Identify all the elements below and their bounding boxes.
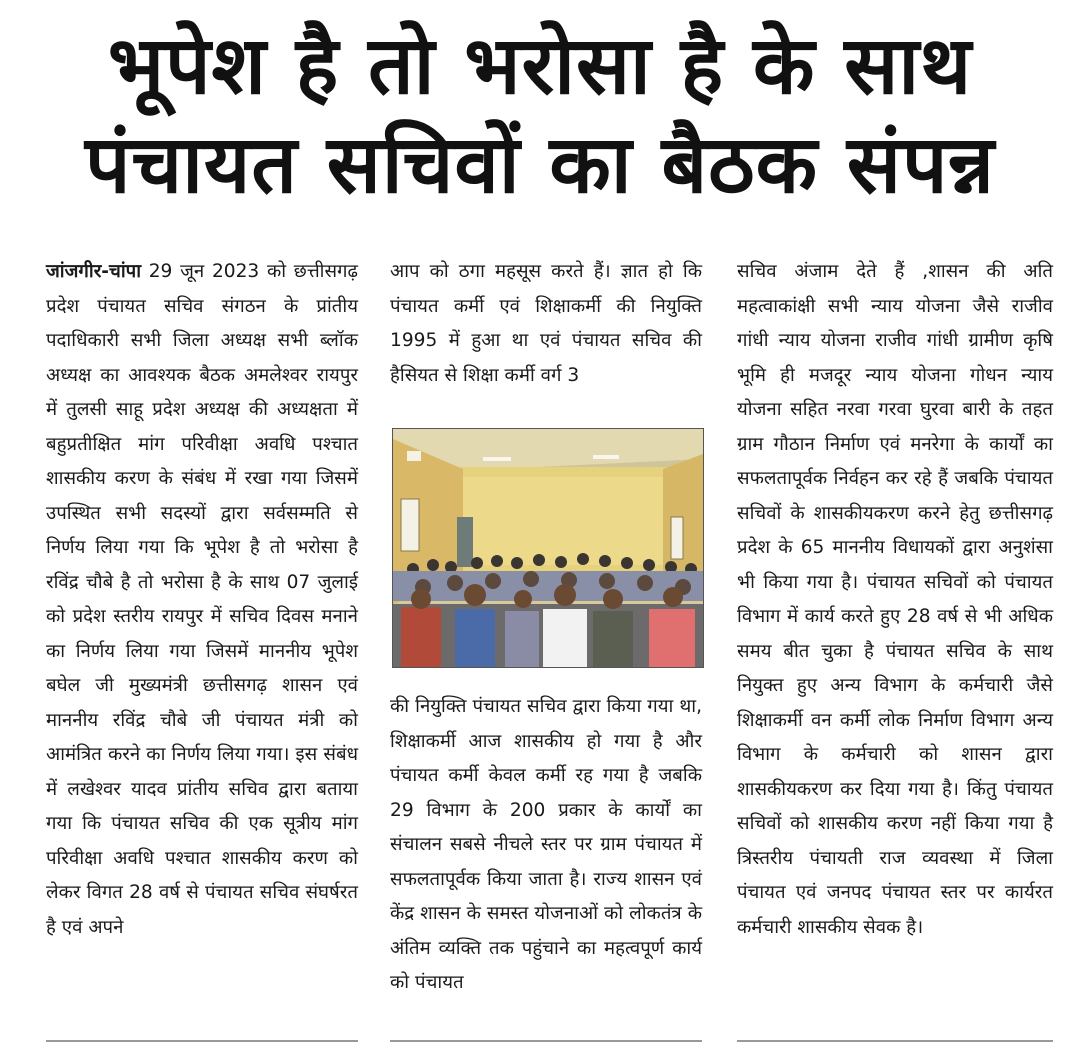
dateline: जांजगीर-चांपा (46, 261, 142, 282)
column-1-text: 29 जून 2023 को छत्तीसगढ़ प्रदेश पंचायत सचिव संगठन के प्रांतीय पदाधिकारी सभी जिला अध्यक्ष सभी ब्लॉक अध्यक्ष का आवश्यक बैठक अमलेश्वर रायपुर में तुलसी साहू प्रदेश अध्यक्ष की अध्यक्षता में बहुप्रतीक्षित मांग परिवीक्षा अवधि पश्चात शासकीय करण के संबंध में रखा गया जिसमें उपस्थित सभी सदस्यों द्वारा सर्वसम्मति से निर्णय लिया गया कि भूपेश है तो भरोसा है रविंद्र चौबे है तो भरोसा है के साथ 07 जुलाई को प्रदेश स्तरीय रायपुर में सचिव दिवस मनाने का निर्णय लिया गया जिसमें माननीय भूपेश बघेल जी मुख्यमंत्री छत्तीसगढ़ शासन एवं माननीय रविंद्र चौबे जी पंचायत मंत्री को आमंत्रित करने का निर्णय लिया गया। इस संबंध में लखेश्वर यादव प्रांतीय सचिव द्वारा बताया गया कि पंचायत सचिव की एक सूत्रीय मांग परिवीक्षा अवधि पश्चात शासकीय करण को लेकर विगत 28 वर्ष से पंचायत सचिव संघर्षरत है एवं अपने (46, 261, 358, 938)
article-column-3: सचिव अंजाम देते हैं ,शासन की अति महत्वाकांक्षी सभी न्याय योजना जैसे राजीव गांधी न्याय योजना राजीव गांधी ग्रामीण कृषि भूमि ही मजदूर न्याय योजना गोधन न्याय योजना सहित नरवा गरवा घुरवा बारी के तहत ग्राम गौठान निर्माण एवं मनरेगा के कार्यों का सफलतापूर्वक निर्वहन कर रहे हैं जबकि पंचायत सचिवों के शासकीयकरण करने हेतु छत्तीसगढ़ प्रदेश के 65 माननीय विधायकों द्वारा अनुशंसा भी किया गया है। पंचायत सचिवों को पंचायत विभाग में कार्य करते हुए 28 वर्ष से भी अधिक समय बीत चुका है पंचायत सचिव के साथ नियुक्त हुए अन्य विभाग के कर्मचारी जैसे शिक्षाकर्मी वन कर्मी लोक निर्माण विभाग अन्य विभाग के कर्मचारी को शासन द्वारा शासकीयकरण कर दिया गया है। किंतु पंचायत सचिवों को शासकीय करण नहीं किया गया है त्रिस्तरीय पंचायती राज व्यवस्था में जिला पंचायत एवं जनपद पंचायत स्तर पर कार्यरत कर्मचारी शासकीय सेवक है। (737, 261, 1053, 938)
headline-line-2: पंचायत सचिवों का बैठक संपन्न (84, 118, 996, 211)
headline (0, 18, 1080, 216)
article-column-1 (46, 255, 358, 945)
article-column-2-bottom: की नियुक्ति पंचायत सचिव द्वारा किया गया था, शिक्षाकर्मी आज शासकीय हो गया है और पंचायत कर्मी केवल कर्मी रह गया है जबकि 29 विभाग के 200 प्रकार के कार्यों का संचालन सबसे नीचले स्तर पर ग्राम पंचायत में सफलतापूर्वक किया जाता है। राज्य शासन एवं केंद्र शासन के समस्त योजनाओं को लोकतंत्र के अंतिम व्यक्ति तक पहुंचाने का महत्वपूर्ण कार्य को पंचायत (390, 696, 702, 993)
article-column-2-top: आप को ठगा महसूस करते हैं। ज्ञात हो कि पंचायत कर्मी एवं शिक्षाकर्मी की नियुक्ति 1995 में हुआ था एवं पंचायत सचिव की हैसियत से शिक्षा कर्मी वर्ग 3 (390, 261, 702, 386)
bottom-rule-1 (46, 1040, 358, 1042)
bottom-rule-2 (390, 1040, 702, 1042)
meeting-photo (392, 428, 704, 668)
headline-line-1: भूपेश है तो भरोसा है के साथ (107, 19, 973, 112)
bottom-rule-3 (737, 1040, 1053, 1042)
